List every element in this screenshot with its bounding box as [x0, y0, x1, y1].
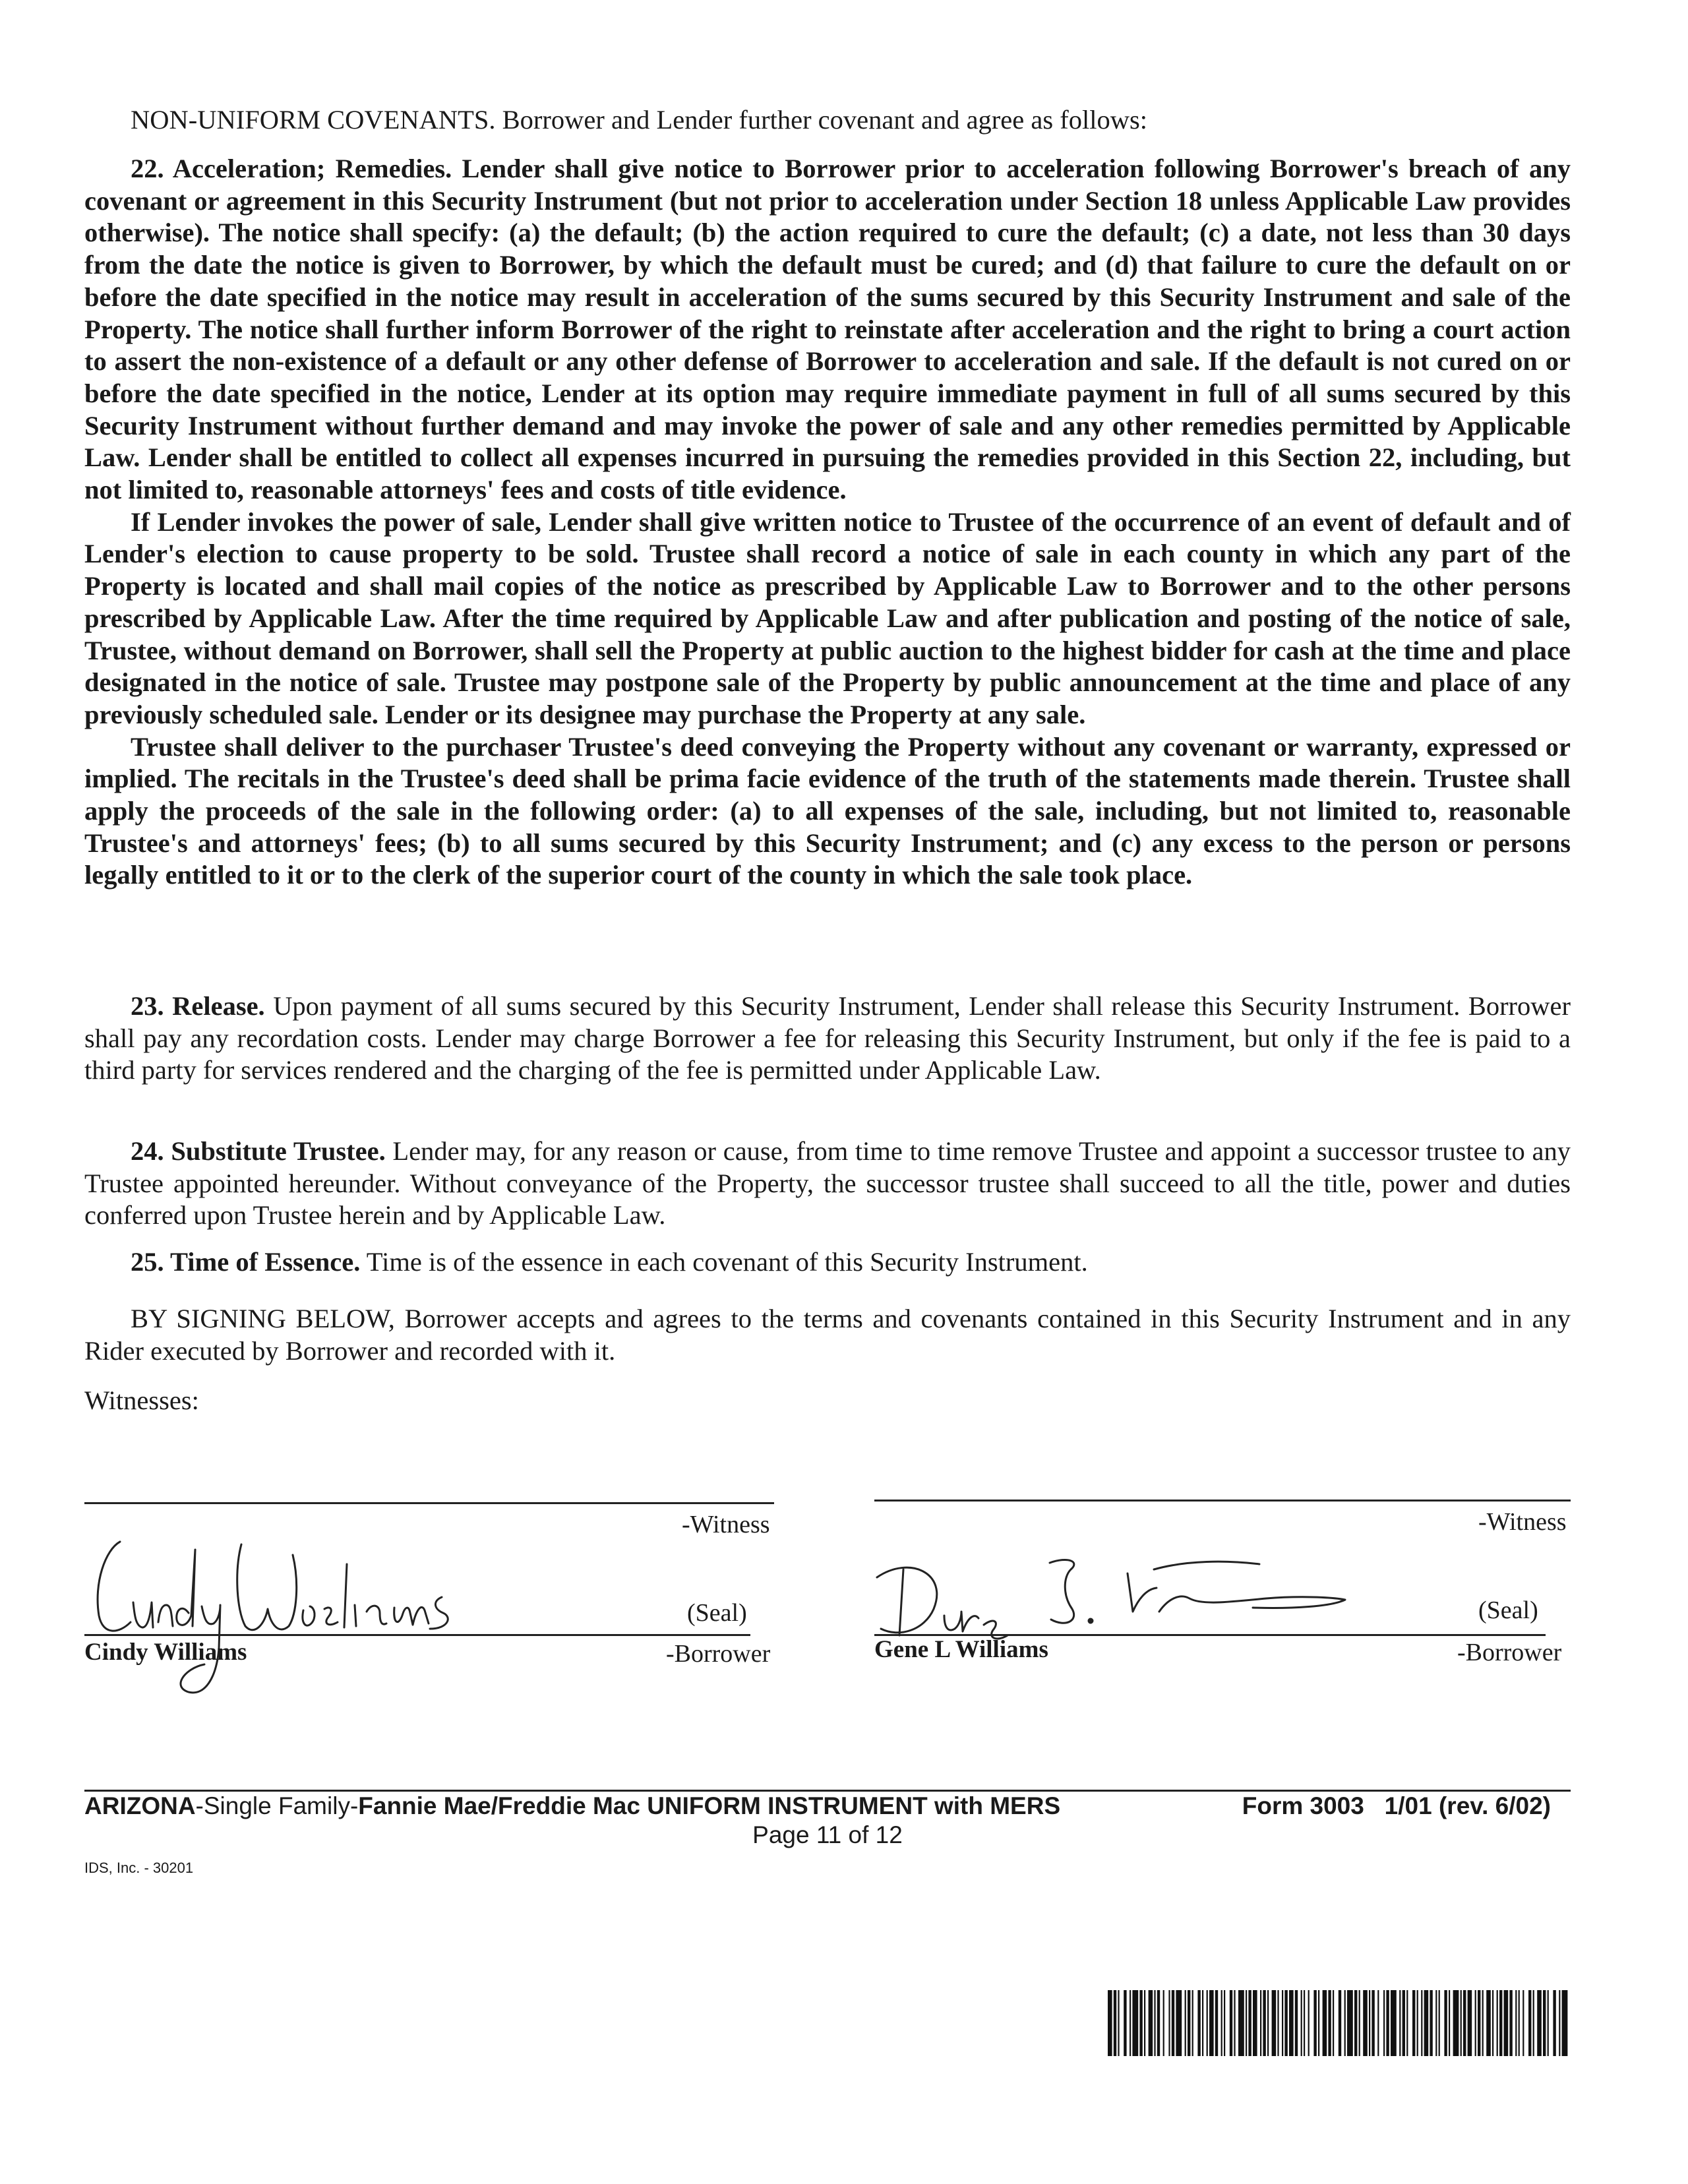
footer-rule [84, 1790, 1571, 1792]
barcode-bar [1124, 1990, 1126, 2056]
form-title-bold: Fannie Mae/Freddie Mac UNIFORM INSTRUMENT with MERS [358, 1792, 1061, 1819]
section-23 [84, 990, 1571, 1087]
barcode-bar [1344, 1990, 1346, 2056]
left-witness-label: -Witness [682, 1511, 770, 1538]
barcode-bar [1224, 1990, 1225, 2056]
barcode-bar [1108, 1990, 1112, 2056]
barcode-bar [1230, 1990, 1232, 2056]
barcode-bar [1263, 1990, 1265, 2056]
right-witness-line[interactable] [874, 1500, 1571, 1502]
form-number: Form 3003 1/01 (rev. 6/02) [1242, 1792, 1551, 1819]
barcode-bar [1559, 1990, 1560, 2056]
barcode-bar [1139, 1990, 1142, 2056]
form-type: -Single Family- [195, 1792, 359, 1819]
barcode-bar [1463, 1990, 1466, 2056]
barcode-bar [1461, 1990, 1462, 2056]
barcode-bar [1289, 1990, 1294, 2056]
barcode-bar [1354, 1990, 1357, 2056]
barcode-bar [1313, 1990, 1316, 2056]
barcode-bar [1282, 1990, 1283, 2056]
barcode-bar [1424, 1990, 1429, 2056]
barcode-bar [1163, 1990, 1164, 2056]
barcode-bar [1207, 1990, 1208, 2056]
barcode-bar [1347, 1990, 1353, 2056]
barcode-bar [1492, 1990, 1493, 2056]
barcode-bar [1234, 1990, 1235, 2056]
ids-code: IDS, Inc. - 30201 [84, 1860, 194, 1876]
barcode-bar [1444, 1990, 1447, 2056]
barcode-bar [1260, 1990, 1261, 2056]
barcode-bar [1499, 1990, 1502, 2056]
barcode-bar [1172, 1990, 1174, 2056]
barcode-bar [1519, 1990, 1520, 2056]
witnesses-label: Witnesses: [84, 1385, 199, 1415]
section-24-text: Lender may, for any reason or cause, from time to time remove Trustee and appoint a successor trustee to any Trustee appointed hereunder. Without conveyance of the Property, the successor trustee shall succeed to all the title, power and duties conferred upon Trustee herein and by Applicable Law. [84, 1136, 1571, 1230]
barcode-bar [1548, 1990, 1549, 2056]
barcode-bar [1277, 1990, 1279, 2056]
barcode-bar [1522, 1990, 1524, 2056]
barcode-bar [1439, 1990, 1440, 2056]
barcode-bar [1417, 1990, 1418, 2056]
barcode-bar [1562, 1990, 1568, 2056]
barcode-bar [1383, 1990, 1385, 2056]
section-22-para-1 [84, 153, 1571, 506]
barcode-bar [1272, 1990, 1277, 2056]
barcode-bar [1154, 1990, 1155, 2056]
section-25-heading: 25. Time of Essence. [131, 1247, 361, 1277]
right-borrower-name: Gene L Williams [874, 1636, 1048, 1663]
barcode-bar [1391, 1990, 1397, 2056]
barcode-bar [1497, 1990, 1498, 2056]
barcode-bar [1132, 1990, 1138, 2056]
barcode-bar [1359, 1990, 1360, 2056]
page-number: Page 11 of 12 [752, 1821, 903, 1848]
form-title [84, 1792, 1060, 1820]
section-22-text-1: Lender shall give notice to Borrower prior to acceleration following Borrower's breach of any covenant or agreement in this Security Instrument (but not prior to acceleration under Section 18 unless Applicable Law provides otherwise). The notice shall specify: (a) the default; (b) the action required to cure the default; (c) a date, not less than 30 days from the date the notice is given to Borrower, by which the default must be cured; and (d) that failure to cure the default on or before the date specified in the notice may result in acceleration of the sums secured by this Security Instrument and sale of the Property. The notice shall further inform Borrower of the right to reinstate after acceleration and the right to bring a court action to assert the non-existence of a default or any other defense of Borrower to acceleration and sale. If the default is not cured on or before the date specified in the notice, Lender at its option may require immediate payment in full of all sums secured by this Security Instrument without further demand and may invoke the power of sale and any other remedies permitted by Applicable Law. Lender shall be entitled to collect all expenses incurred in pursuing the remedies provided in this Section 22, including, but not limited to, reasonable attorneys' fees and costs of title evidence. [84, 154, 1571, 505]
barcode-bar [1537, 1990, 1542, 2056]
barcode-bar [1528, 1990, 1531, 2056]
barcode-bar [1328, 1990, 1331, 2056]
barcode-bar [1304, 1990, 1305, 2056]
barcode-bar [1238, 1990, 1244, 2056]
barcode-bar [1215, 1990, 1218, 2056]
barcode-bar [1449, 1990, 1450, 2056]
section-24 [84, 1136, 1571, 1232]
barcode-bar [1118, 1990, 1119, 2056]
barcode-bar [1482, 1990, 1484, 2056]
barcode-bar [1504, 1990, 1509, 2056]
barcode-bar [1399, 1990, 1401, 2056]
barcode-bar [1377, 1990, 1379, 2056]
section-22-para-2: If Lender invokes the power of sale, Lender shall give written notice to Trustee of the occurrence of an event of default and of Lender's election to cause property to be sold. Trustee shall record a notice of sale in each county in which any part of the Property is located and shall mail copies of the notice as prescribed by Applicable Law to Borrower and to the other persons prescribed by Applicable Law. After the time required by Applicable Law and after publication and posting of the notice of sale, Trustee, without demand on Borrower, shall sell the Property at public auction to the highest bidder for cash at the time and place designated in the notice of sale. Trustee may postpone sale of the Property by public announcement at the time and place of any previously scheduled sale. Lender or its designee may purchase the Property at any sale. [84, 506, 1571, 729]
barcode-bar [1369, 1990, 1370, 2056]
barcode-bar [1192, 1990, 1193, 2056]
signing-statement: BY SIGNING BELOW, Borrower accepts and agrees to the terms and covenants contained in this Security Instrument and in any Rider executed by Borrower and recorded with it. [84, 1304, 1571, 1366]
barcode-bar [1253, 1990, 1257, 2056]
barcode-bar [1295, 1990, 1298, 2056]
barcode-bar [1372, 1990, 1374, 2056]
barcode-bar [1284, 1990, 1287, 2056]
barcode-bar [1221, 1990, 1222, 2056]
barcode-bar [1248, 1990, 1251, 2056]
barcode-bar [1533, 1990, 1534, 2056]
section-intro: NON-UNIFORM COVENANTS. Borrower and Lender further covenant and agree as follows: [131, 105, 1147, 135]
section-25-text: Time is of the essence in each covenant of this Security Instrument. [366, 1247, 1088, 1277]
section-23-text: Upon payment of all sums secured by this Security Instrument, Lender shall release this Security Instrument. Borrower shall pay any recordation costs. Lender may charge Borrower a fee for releasing this Security Instrument, but only if the fee is paid to a third party for services rendered and the charging of the fee is permitted under Applicable Law. [84, 991, 1571, 1085]
left-borrower-label: -Borrower [666, 1640, 771, 1668]
barcode-bar [1318, 1990, 1319, 2056]
barcode-bar [1130, 1990, 1131, 2056]
barcode-bar [1144, 1990, 1145, 2056]
barcode-bar [1246, 1990, 1247, 2056]
barcode-bar [1478, 1990, 1480, 2056]
barcode-bar [1543, 1990, 1546, 2056]
barcode-bar [1114, 1990, 1116, 2056]
barcode-bar [1475, 1990, 1476, 2056]
barcode [1108, 1990, 1569, 2057]
barcode-bar [1197, 1990, 1200, 2056]
barcode-bar [1553, 1990, 1555, 2056]
barcode-bar [1188, 1990, 1190, 2056]
left-borrower-name: Cindy Williams [84, 1639, 247, 1666]
right-seal-label: (Seal) [1478, 1596, 1538, 1624]
barcode-bar [1421, 1990, 1422, 2056]
right-borrower-label: -Borrower [1457, 1639, 1562, 1666]
section-22 [84, 153, 1571, 892]
barcode-bar [1301, 1990, 1302, 2056]
barcode-bar [1323, 1990, 1327, 2056]
barcode-bar [1453, 1990, 1459, 2056]
section-24-heading: 24. Substitute Trustee. [131, 1136, 386, 1166]
barcode-bar [1209, 1990, 1214, 2056]
barcode-bar [1406, 1990, 1408, 2056]
barcode-bar [1176, 1990, 1182, 2056]
section-23-heading: 23. Release. [131, 991, 265, 1021]
barcode-bar [1468, 1990, 1472, 2056]
barcode-bar [1202, 1990, 1203, 2056]
barcode-bar [1339, 1990, 1341, 2056]
left-witness-line[interactable] [84, 1502, 774, 1504]
barcode-bar [1363, 1990, 1368, 2056]
barcode-bar [1333, 1990, 1334, 2056]
barcode-bar [1515, 1990, 1517, 2056]
section-25 [84, 1246, 1571, 1279]
barcode-bar [1185, 1990, 1186, 2056]
right-witness-label: -Witness [1478, 1508, 1567, 1536]
barcode-bar [1435, 1990, 1437, 2056]
barcode-bar [1267, 1990, 1269, 2056]
barcode-bar [1386, 1990, 1389, 2056]
cindy-williams-signature [79, 1523, 475, 1721]
barcode-bar [1402, 1990, 1405, 2056]
barcode-bar [1430, 1990, 1432, 2056]
form-state: ARIZONA [84, 1792, 196, 1819]
barcode-bar [1168, 1990, 1170, 2056]
section-22-para-3: Trustee shall deliver to the purchaser Trustee's deed conveying the Property without any covenant or warranty, expressed or implied. The recitals in the Trustee's deed shall be prima facie evidence of the truth of the statements made therein. Trustee shall apply the proceeds of the sale in the following order: (a) to all expenses of the sale, including, but not limited to, reasonable Trustee's and attorneys' fees; (b) to all sums secured by this Security Instrument; and (c) any excess to the person or persons legally entitled to it or to the clerk of the superior court of the county in which the sale took place. [84, 731, 1571, 890]
barcode-bar [1509, 1990, 1512, 2056]
left-borrower-line[interactable] [84, 1634, 750, 1636]
barcode-bar [1149, 1990, 1153, 2056]
barcode-bar [1308, 1990, 1310, 2056]
barcode-bar [1157, 1990, 1160, 2056]
section-22-heading: 22. Acceleration; Remedies. [131, 154, 452, 183]
barcode-bar [1486, 1990, 1491, 2056]
left-seal-label: (Seal) [687, 1599, 747, 1627]
barcode-bar [1412, 1990, 1415, 2056]
